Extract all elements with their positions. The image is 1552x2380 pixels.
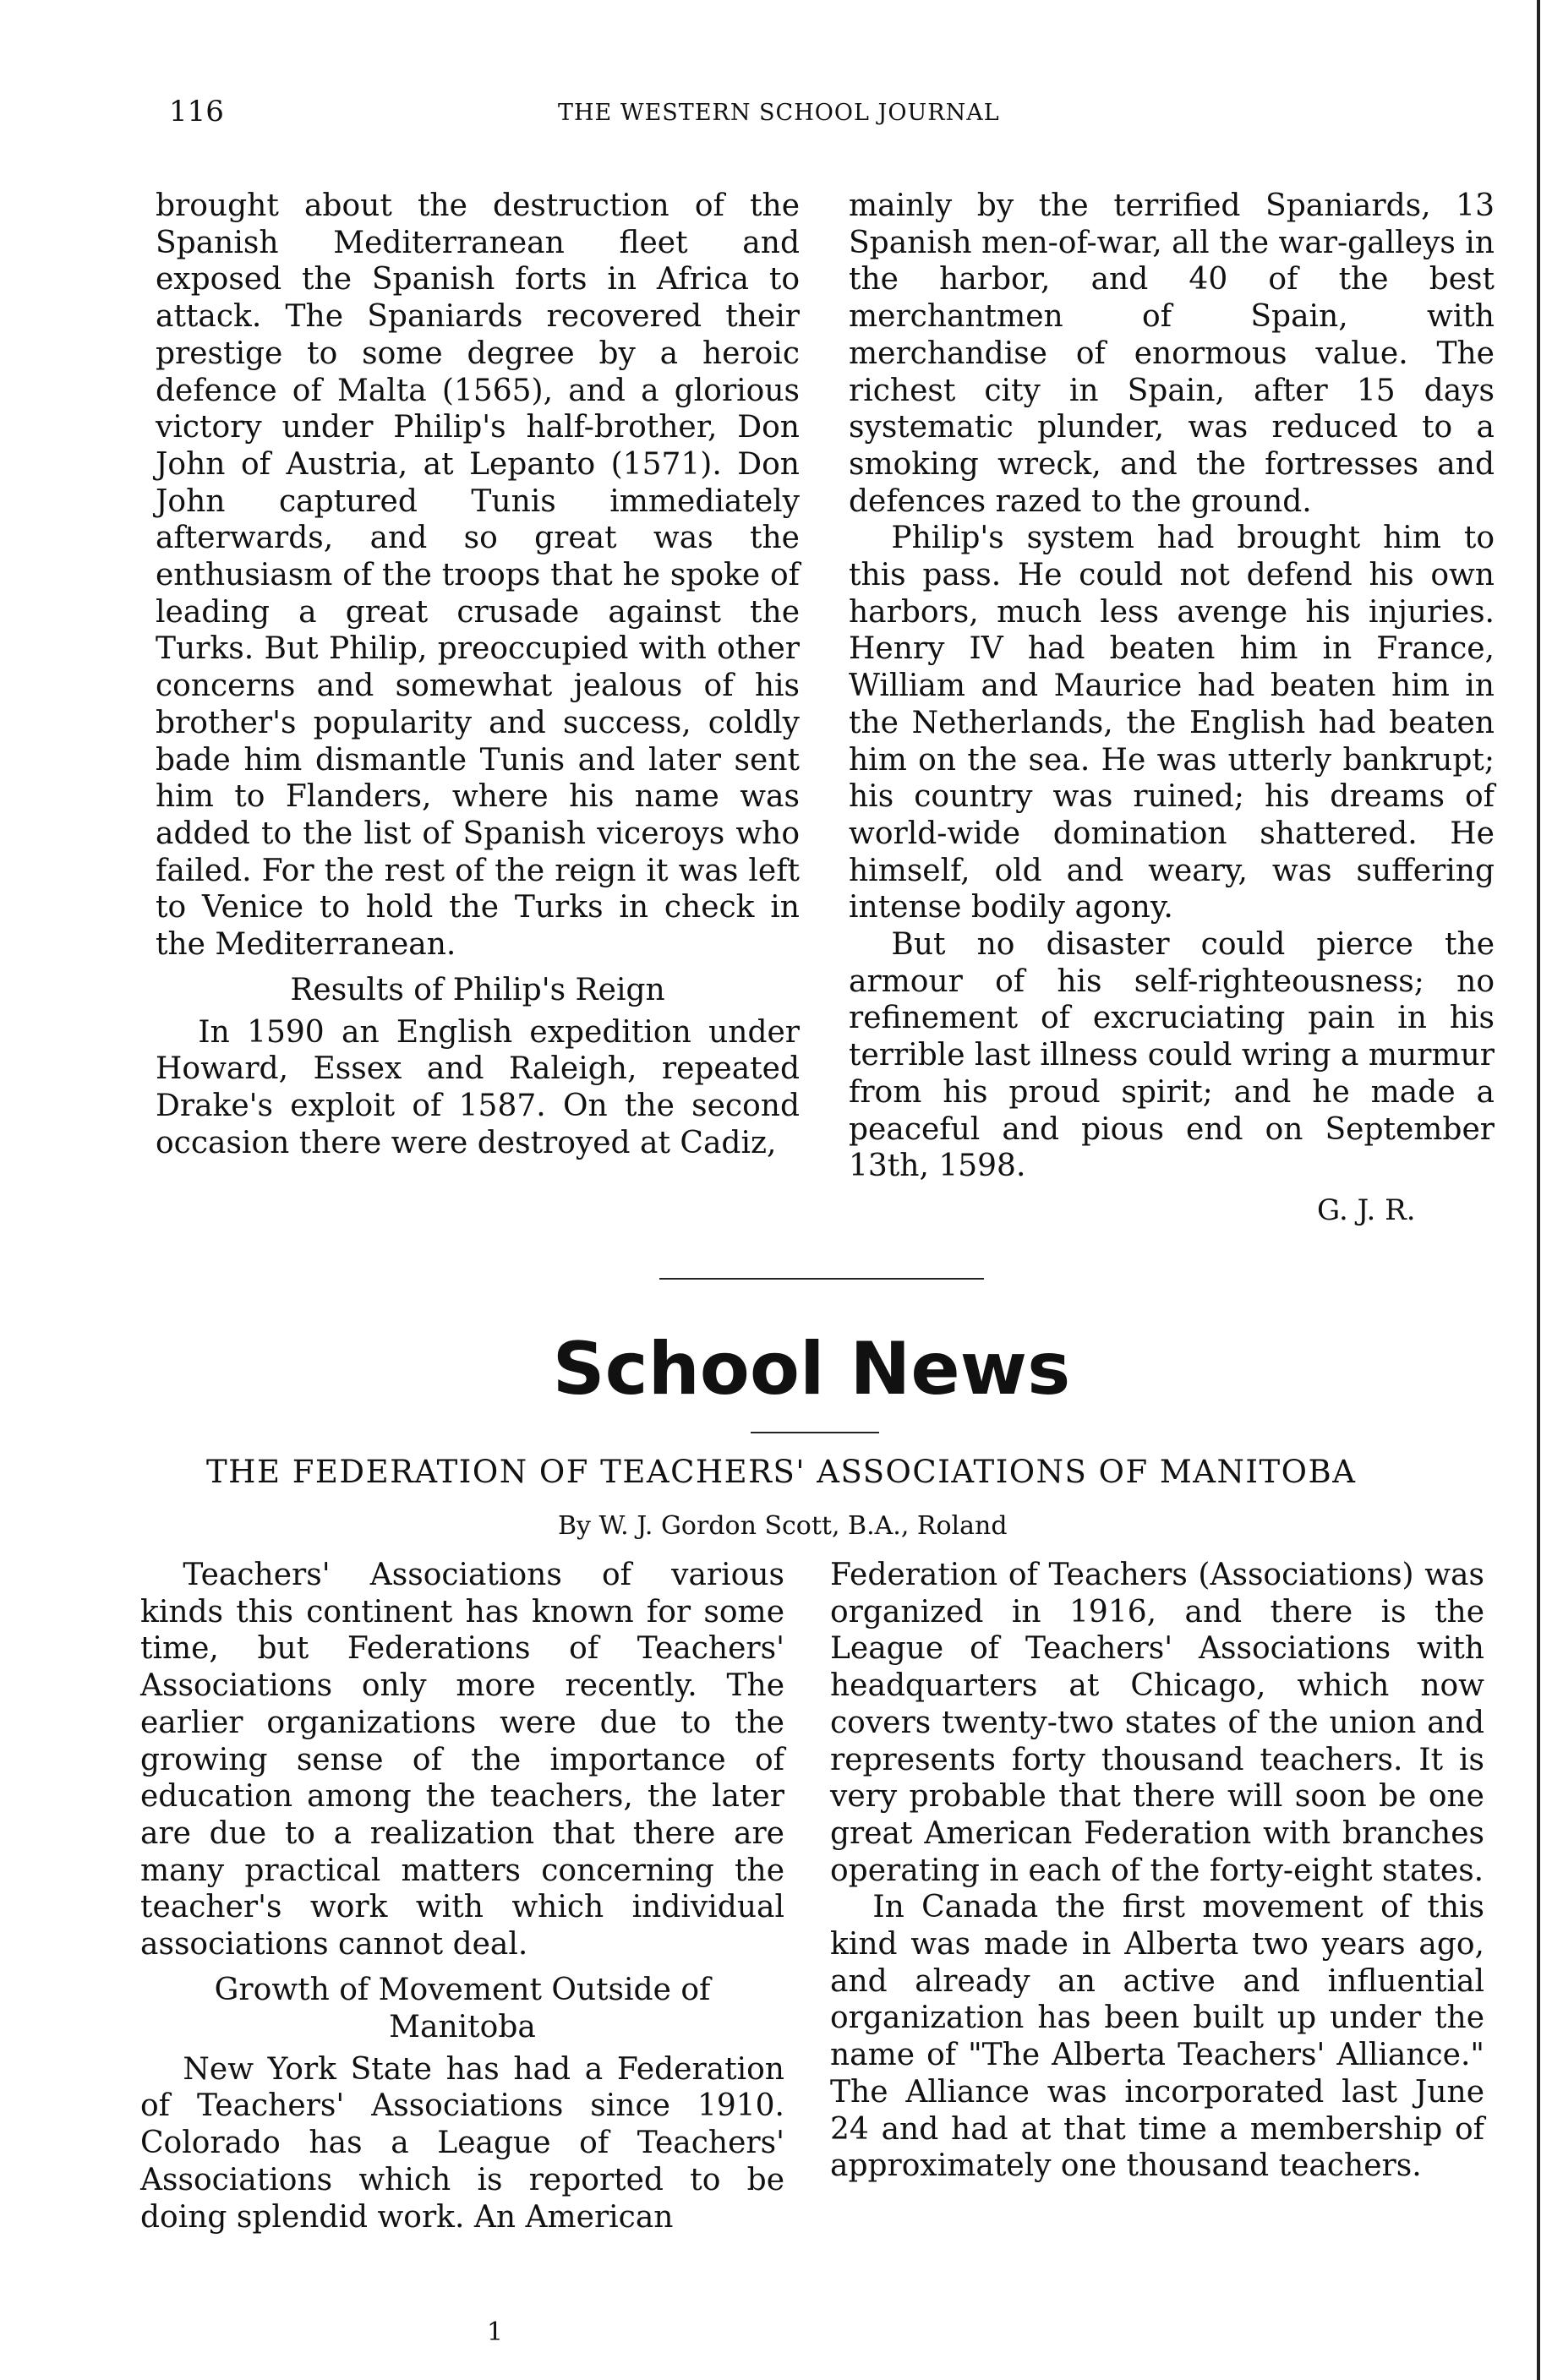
article-byline: By W. J. Gordon Scott, B.A., Roland [558, 1511, 1008, 1541]
section-subheading: Results of Philip's Reign [290, 972, 665, 1007]
article-title: THE FEDERATION OF TEACHERS' ASSOCIATIONS OF MANITOBA [206, 1454, 1357, 1490]
paragraph: Teachers' Associations of various kinds this continent has known for some time, but Federations of Teachers' Associations only more recently. The earlier organizations were due to the growing sense of the importance of education among the teachers, the later are due to a realization that there are many practical matters concerning the teacher's work with which individual associations cannot deal. [140, 1558, 784, 1962]
paragraph: In 1590 an English expedition under Howard, Essex and Raleigh, repeated Drake's exploit of 1587. On the second occasion there were destroyed at Cadiz, [156, 1014, 800, 1160]
divider-rule-short [751, 1432, 879, 1433]
divider-rule [659, 1278, 984, 1280]
page-mark: 1 [487, 2317, 504, 2347]
page-edge-border [1537, 0, 1540, 2380]
article-right-column [830, 1557, 1484, 2185]
author-signature: G. J. R. [1317, 1193, 1416, 1227]
paragraph: Federation of Teachers (Associations) was organized in 1916, and there is the League of Teachers' Associations with headquarters at Chicago, which now covers twenty-two states of the union and represents forty thousand teachers. It is very probable that there will soon be one great American Federation with branches operating in each of the forty-eight states. [830, 1558, 1484, 1888]
paragraph: Philip's system had brought him to this pass. He could not defend his own harbors, much less avenge his injuries. Henry IV had beaten him in France, William and Maurice had beaten him in the Netherlands, the English had beaten him on the sea. He was utterly bankrupt; his country was ruined; his dreams of world-wide domination shattered. He himself, old and weary, was suffering intense bodily agony. [849, 521, 1495, 925]
running-head: THE WESTERN SCHOOL JOURNAL [558, 100, 1000, 126]
paragraph: brought about the destruction of the Spanish Mediterranean fleet and exposed the Spanish forts in Africa to attack. The Spaniards recovered their prestige to some degree by a heroic defence of Malta (1565), and a glorious victory under Philip's half-brother, Don John of Austria, at Lepanto (1571). Don John captured Tunis immediately afterwards, and so great was the enthusiasm of the troops that he spoke of leading a great crusade against the Turks. But Philip, preoccupied with other concerns and somewhat jealous of his brother's popularity and success, coldly bade him dismantle Tunis and later sent him to Flanders, where his name was added to the list of Spanish viceroys who failed. For the rest of the reign it was left to Venice to hold the Turks in check in the Mediterranean. [156, 188, 800, 963]
page-number: 116 [169, 95, 224, 128]
top-article-left-column [156, 188, 800, 1162]
paragraph: mainly by the terrified Spaniards, 13 Spanish men-of-war, all the war-galleys in the harbor, and 40 of the best merchantmen of Spain, with merchandise of enormous value. The richest city in Spain, after 15 days systematic plunder, was reduced to a smoking wreck, and the fortresses and defences razed to the ground. [849, 188, 1495, 519]
paragraph: But no disaster could pierce the armour of his self-righteousness; no refinement of excruciating pain in his terrible last illness could wring a murmur from his proud spirit; and he made a peaceful and pious end on September 13th, 1598. [849, 927, 1495, 1184]
article-left-column [140, 1557, 784, 2235]
paragraph: In Canada the first movement of this kind was made in Alberta two years ago, and already an active and influential organization has been built up under the name of "The Alberta Teachers' Alliance." The Alliance was incorporated last June 24 and had at that time a membership of approximately one thousand teachers. [830, 1890, 1484, 2184]
top-article-right-column [849, 188, 1495, 1185]
section-title: School News [552, 1327, 1071, 1411]
paragraph: New York State has had a Federation of Teachers' Associations since 1910. Colorado has a League of Teachers' Associations which is reported to be doing splendid work. An American [140, 2051, 784, 2235]
section-subheading: Growth of Movement Outside of Manitoba [214, 1972, 711, 2044]
